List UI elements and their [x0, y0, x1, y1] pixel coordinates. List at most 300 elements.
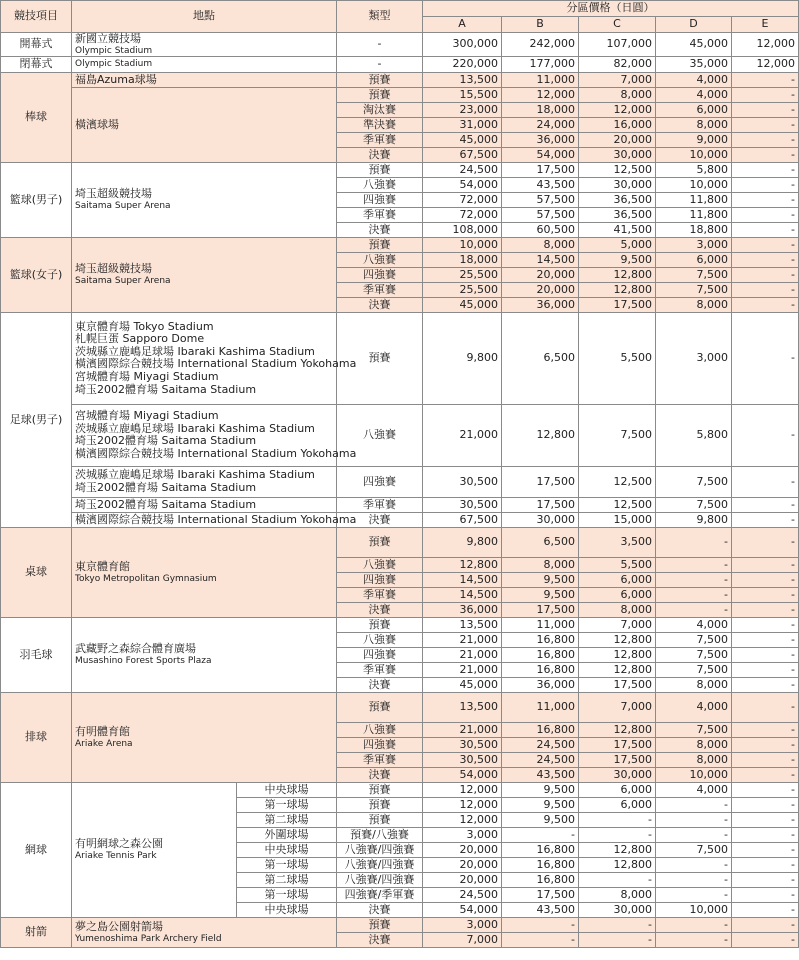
price-cell-b: 57,500 — [502, 207, 579, 222]
price-cell-c: 8,000 — [579, 87, 656, 102]
price-cell-a: 20,000 — [423, 857, 502, 872]
price-cell-b: 18,000 — [502, 102, 579, 117]
price-cell-c: 41,500 — [579, 222, 656, 237]
type-cell: 預賽 — [337, 692, 423, 722]
type-cell: 決賽 — [337, 932, 423, 947]
price-cell-a: 3,000 — [423, 917, 502, 932]
venue-name: 茨城縣立鹿嶋足球場 Ibaraki Kashima Stadium — [75, 421, 315, 435]
price-cell-d: - — [656, 887, 732, 902]
price-cell-d: 8,000 — [656, 677, 732, 692]
price-cell-d: 8,000 — [656, 117, 732, 132]
price-cell-b: 242,000 — [502, 33, 579, 57]
sport-cell: 棒球 — [1, 72, 72, 162]
venue-cell — [72, 617, 337, 692]
price-cell-a: 220,000 — [423, 56, 502, 72]
venue-name: 札幌巨蛋 Sapporo Dome — [75, 332, 205, 346]
venue-name: 茨城縣立鹿嶋足球場 Ibaraki Kashima Stadium — [75, 344, 315, 358]
venue-name: Ariake Arena — [75, 738, 133, 749]
sport-cell: 排球 — [1, 692, 72, 782]
price-cell-e: - — [732, 312, 799, 404]
price-cell-e: - — [732, 677, 799, 692]
price-cell-e: - — [732, 72, 799, 87]
price-cell-a: 23,000 — [423, 102, 502, 117]
price-cell-c: 6,000 — [579, 797, 656, 812]
price-cell-a: 67,500 — [423, 512, 502, 527]
price-cell-d: - — [656, 827, 732, 842]
type-cell: 預賽 — [337, 812, 423, 827]
price-cell-b: - — [502, 917, 579, 932]
price-cell-d: 11,800 — [656, 192, 732, 207]
price-cell-e: - — [732, 752, 799, 767]
venue-name: 埼玉2002體育場 Saitama Stadium — [75, 382, 257, 396]
price-cell-e: - — [732, 87, 799, 102]
type-cell: 季軍賽 — [337, 282, 423, 297]
price-cell-b: 16,800 — [502, 842, 579, 857]
venue-name: Olympic Stadium — [75, 45, 153, 56]
price-cell-c: 5,500 — [579, 312, 656, 404]
type-cell: 季軍賽 — [337, 587, 423, 602]
sport-cell: 網球 — [1, 782, 72, 917]
venue-name: Ariake Tennis Park — [75, 851, 157, 862]
price-cell-c: - — [579, 917, 656, 932]
price-cell-c: 30,000 — [579, 147, 656, 162]
price-cell-a: 54,000 — [423, 177, 502, 192]
price-cell-a: 21,000 — [423, 647, 502, 662]
price-cell-b: 9,500 — [502, 587, 579, 602]
type-cell: - — [337, 33, 423, 57]
venue-cell — [72, 466, 337, 497]
venue-cell — [72, 87, 337, 162]
price-cell-c: 12,800 — [579, 857, 656, 872]
type-cell: 季軍賽 — [337, 662, 423, 677]
price-cell-a: 30,500 — [423, 737, 502, 752]
venue-name: 埼玉超級競技場 — [75, 262, 152, 276]
price-cell-e: - — [732, 722, 799, 737]
type-cell: 決賽 — [337, 222, 423, 237]
price-cell-b: 9,500 — [502, 782, 579, 797]
price-cell-a: 31,000 — [423, 117, 502, 132]
table-row — [1, 917, 799, 932]
price-cell-b: 17,500 — [502, 497, 579, 512]
table-row — [1, 237, 799, 252]
venue-name: 宮城體育場 Miyagi Stadium — [75, 370, 219, 384]
price-cell-c: 30,000 — [579, 177, 656, 192]
type-cell: 八強賽/四強賽 — [337, 857, 423, 872]
price-cell-d: 4,000 — [656, 72, 732, 87]
venue-cell — [72, 692, 337, 782]
table-row — [1, 162, 799, 177]
venue-name: 橫濱國際綜合競技場 International Stadium Yokohama — [75, 447, 357, 461]
price-cell-b: 16,800 — [502, 662, 579, 677]
price-cell-b: 12,000 — [502, 87, 579, 102]
price-cell-c: 107,000 — [579, 33, 656, 57]
price-cell-c: 6,000 — [579, 572, 656, 587]
sport-cell: 籃球(女子) — [1, 237, 72, 312]
price-cell-b: 17,500 — [502, 466, 579, 497]
price-cell-d: - — [656, 917, 732, 932]
venue-cell — [72, 56, 337, 72]
type-cell: 四強賽 — [337, 192, 423, 207]
type-cell: 八強賽 — [337, 404, 423, 466]
price-cell-c: 12,800 — [579, 632, 656, 647]
price-cell-b: 36,000 — [502, 677, 579, 692]
price-cell-b: 43,500 — [502, 177, 579, 192]
price-cell-c: 36,500 — [579, 192, 656, 207]
price-cell-e: - — [732, 222, 799, 237]
price-cell-a: 13,500 — [423, 692, 502, 722]
table-row — [1, 512, 799, 527]
court-cell: 第一球場 — [237, 857, 337, 872]
price-cell-b: - — [502, 827, 579, 842]
venue-name: 東京體育場 Tokyo Stadium — [75, 319, 214, 333]
court-cell: 外圍球場 — [237, 827, 337, 842]
price-cell-d: 9,800 — [656, 512, 732, 527]
price-cell-d: 5,800 — [656, 404, 732, 466]
price-cell-a: 20,000 — [423, 842, 502, 857]
price-cell-a: 25,500 — [423, 267, 502, 282]
price-cell-b: 16,800 — [502, 632, 579, 647]
price-cell-c: - — [579, 872, 656, 887]
price-cell-c: 12,800 — [579, 282, 656, 297]
price-cell-c: 3,500 — [579, 527, 656, 557]
price-cell-c: 12,500 — [579, 466, 656, 497]
venue-name: 有明體育館 — [75, 724, 130, 738]
price-cell-e: - — [732, 267, 799, 282]
type-cell: 預賽 — [337, 237, 423, 252]
price-cell-b: 30,000 — [502, 512, 579, 527]
price-cell-a: 21,000 — [423, 632, 502, 647]
price-cell-e: - — [732, 207, 799, 222]
price-cell-b: 60,500 — [502, 222, 579, 237]
price-cell-e: - — [732, 872, 799, 887]
price-cell-a: 21,000 — [423, 404, 502, 466]
table-row — [1, 782, 799, 797]
price-cell-b: 16,800 — [502, 857, 579, 872]
price-cell-a: 12,000 — [423, 797, 502, 812]
price-cell-a: 12,000 — [423, 812, 502, 827]
type-cell: 預賽 — [337, 617, 423, 632]
price-cell-e: - — [732, 132, 799, 147]
type-cell: 淘汰賽 — [337, 102, 423, 117]
price-cell-d: - — [656, 872, 732, 887]
venue-name: 新國立競技場 — [75, 32, 141, 45]
price-cell-e: - — [732, 404, 799, 466]
price-cell-d: 4,000 — [656, 617, 732, 632]
type-cell: 季軍賽 — [337, 497, 423, 512]
price-cell-b: 12,800 — [502, 404, 579, 466]
price-cell-a: 30,500 — [423, 466, 502, 497]
price-cell-e: - — [732, 812, 799, 827]
type-cell: 決賽 — [337, 902, 423, 917]
type-cell: 預賽 — [337, 917, 423, 932]
price-cell-d: - — [656, 812, 732, 827]
price-cell-b: 54,000 — [502, 147, 579, 162]
venue-name: 埼玉2002體育場 Saitama Stadium — [75, 434, 257, 448]
table-row — [1, 692, 799, 722]
sport-cell: 足球(男子) — [1, 312, 72, 527]
price-cell-a: 45,000 — [423, 297, 502, 312]
price-cell-e: - — [732, 117, 799, 132]
type-cell: 預賽 — [337, 87, 423, 102]
venue-cell — [72, 162, 337, 237]
price-cell-b: 17,500 — [502, 602, 579, 617]
type-cell: 預賽/八強賽 — [337, 827, 423, 842]
price-cell-e: - — [732, 782, 799, 797]
header-venue: 地點 — [72, 1, 337, 33]
type-cell: 季軍賽 — [337, 207, 423, 222]
price-cell-c: 7,000 — [579, 692, 656, 722]
price-cell-b: 9,500 — [502, 572, 579, 587]
venue-cell — [72, 404, 357, 466]
price-cell-a: 36,000 — [423, 602, 502, 617]
price-cell-e: - — [732, 692, 799, 722]
price-cell-c: 8,000 — [579, 887, 656, 902]
venue-cell — [72, 512, 357, 527]
price-cell-d: - — [656, 932, 732, 947]
price-cell-c: 12,500 — [579, 497, 656, 512]
price-cell-e: 12,000 — [732, 56, 799, 72]
price-cell-e: 12,000 — [732, 33, 799, 57]
price-cell-b: 20,000 — [502, 282, 579, 297]
price-cell-e: - — [732, 767, 799, 782]
price-cell-c: 30,000 — [579, 902, 656, 917]
table-row — [1, 87, 799, 102]
type-cell: 四強賽 — [337, 572, 423, 587]
venue-cell — [72, 72, 337, 87]
price-cell-d: - — [656, 797, 732, 812]
type-cell: 八強賽 — [337, 632, 423, 647]
price-cell-a: 20,000 — [423, 872, 502, 887]
venue-cell — [72, 527, 337, 617]
price-cell-e: - — [732, 237, 799, 252]
price-cell-c: - — [579, 932, 656, 947]
price-cell-a: 30,500 — [423, 752, 502, 767]
price-cell-d: - — [656, 587, 732, 602]
type-cell: 決賽 — [337, 297, 423, 312]
type-cell: 八強賽 — [337, 557, 423, 572]
price-cell-a: 14,500 — [423, 572, 502, 587]
price-cell-c: 17,500 — [579, 297, 656, 312]
price-cell-a: 12,800 — [423, 557, 502, 572]
price-cell-b: - — [502, 932, 579, 947]
price-cell-e: - — [732, 842, 799, 857]
price-cell-a: 72,000 — [423, 192, 502, 207]
court-cell: 第二球場 — [237, 812, 337, 827]
price-cell-b: 14,500 — [502, 252, 579, 267]
price-cell-a: 108,000 — [423, 222, 502, 237]
table-header — [1, 1, 799, 33]
price-cell-c: 6,000 — [579, 587, 656, 602]
price-cell-d: 10,000 — [656, 147, 732, 162]
price-cell-d: 9,000 — [656, 132, 732, 147]
price-cell-e: - — [732, 632, 799, 647]
table-row — [1, 72, 799, 87]
price-cell-c: 20,000 — [579, 132, 656, 147]
court-cell: 第二球場 — [237, 872, 337, 887]
price-cell-b: 9,500 — [502, 812, 579, 827]
venue-name: Musashino Forest Sports Plaza — [75, 656, 212, 667]
price-cell-c: 9,500 — [579, 252, 656, 267]
price-cell-c: 7,000 — [579, 72, 656, 87]
price-cell-d: - — [656, 602, 732, 617]
price-cell-d: 10,000 — [656, 767, 732, 782]
price-cell-a: 10,000 — [423, 237, 502, 252]
price-cell-b: 36,000 — [502, 132, 579, 147]
type-cell: 八強賽 — [337, 722, 423, 737]
price-cell-a: 7,000 — [423, 932, 502, 947]
price-cell-a: 21,000 — [423, 662, 502, 677]
venue-cell — [72, 312, 357, 404]
price-cell-a: 72,000 — [423, 207, 502, 222]
price-cell-b: 24,500 — [502, 752, 579, 767]
court-cell: 第一球場 — [237, 887, 337, 902]
price-cell-e: - — [732, 887, 799, 902]
price-cell-a: 15,500 — [423, 87, 502, 102]
price-cell-b: 17,500 — [502, 887, 579, 902]
sport-cell: 羽毛球 — [1, 617, 72, 692]
venue-cell — [72, 33, 337, 57]
sport-cell: 桌球 — [1, 527, 72, 617]
header-col-b: B — [502, 17, 579, 33]
type-cell: 四強賽 — [337, 267, 423, 282]
venue-cell — [72, 917, 337, 947]
venue-cell — [72, 497, 337, 512]
type-cell: 決賽 — [337, 147, 423, 162]
price-cell-e: - — [732, 602, 799, 617]
price-cell-e: - — [732, 737, 799, 752]
venue-name: 埼玉2002體育場 Saitama Stadium — [75, 497, 257, 511]
price-cell-c: 7,000 — [579, 617, 656, 632]
price-cell-b: 16,800 — [502, 647, 579, 662]
price-cell-a: 54,000 — [423, 902, 502, 917]
price-cell-c: 17,500 — [579, 737, 656, 752]
price-cell-c: 16,000 — [579, 117, 656, 132]
price-cell-d: 7,500 — [656, 662, 732, 677]
price-cell-d: 6,000 — [656, 252, 732, 267]
price-cell-c: 7,500 — [579, 404, 656, 466]
price-cell-e: - — [732, 647, 799, 662]
table-row — [1, 527, 799, 557]
price-cell-b: 20,000 — [502, 267, 579, 282]
price-cell-e: - — [732, 192, 799, 207]
price-cell-e: - — [732, 527, 799, 557]
price-cell-a: 9,800 — [423, 312, 502, 404]
price-cell-d: 7,500 — [656, 632, 732, 647]
price-cell-c: 5,000 — [579, 237, 656, 252]
price-cell-b: 11,000 — [502, 692, 579, 722]
price-cell-d: 11,800 — [656, 207, 732, 222]
venue-name: Saitama Super Arena — [75, 276, 171, 287]
price-cell-b: 6,500 — [502, 312, 579, 404]
price-cell-c: 8,000 — [579, 602, 656, 617]
price-cell-d: 7,500 — [656, 842, 732, 857]
court-cell: 第一球場 — [237, 797, 337, 812]
venue-name: 茨城縣立鹿嶋足球場 Ibaraki Kashima Stadium — [75, 468, 315, 482]
venue-name: Olympic Stadium — [75, 59, 153, 70]
price-cell-a: 3,000 — [423, 827, 502, 842]
price-cell-e: - — [732, 497, 799, 512]
price-cell-d: 7,500 — [656, 497, 732, 512]
sport-cell: 籃球(男子) — [1, 162, 72, 237]
venue-name: 武藏野之森綜合體育廣場 — [75, 642, 196, 656]
price-cell-d: 7,500 — [656, 722, 732, 737]
price-cell-c: 6,000 — [579, 782, 656, 797]
venue-name: 橫濱球場 — [75, 117, 119, 131]
price-cell-e: - — [732, 797, 799, 812]
price-cell-d: 7,500 — [656, 282, 732, 297]
price-cell-d: 7,500 — [656, 466, 732, 497]
type-cell: 八強賽 — [337, 252, 423, 267]
price-cell-e: - — [732, 297, 799, 312]
type-cell: 四強賽 — [337, 466, 423, 497]
price-cell-c: 12,500 — [579, 162, 656, 177]
type-cell: 決賽 — [337, 677, 423, 692]
price-cell-b: 43,500 — [502, 902, 579, 917]
price-cell-a: 18,000 — [423, 252, 502, 267]
price-cell-c: 30,000 — [579, 767, 656, 782]
sport-cell: 開幕式 — [1, 33, 72, 57]
price-cell-c: 12,800 — [579, 722, 656, 737]
court-cell: 中央球場 — [237, 902, 337, 917]
header-col-e: E — [732, 17, 799, 33]
price-cell-d: 4,000 — [656, 782, 732, 797]
price-cell-c: 17,500 — [579, 752, 656, 767]
price-cell-e: - — [732, 162, 799, 177]
header-col-a: A — [423, 17, 502, 33]
price-cell-b: 57,500 — [502, 192, 579, 207]
price-cell-b: 43,500 — [502, 767, 579, 782]
price-cell-e: - — [732, 252, 799, 267]
type-cell: 決賽 — [337, 512, 423, 527]
type-cell: 八強賽/四強賽 — [337, 842, 423, 857]
venue-name: Saitama Super Arena — [75, 201, 171, 212]
price-cell-e: - — [732, 102, 799, 117]
price-cell-e: - — [732, 587, 799, 602]
type-cell: 決賽 — [337, 602, 423, 617]
price-cell-a: 300,000 — [423, 33, 502, 57]
price-cell-d: 3,000 — [656, 237, 732, 252]
price-cell-e: - — [732, 512, 799, 527]
price-cell-a: 45,000 — [423, 677, 502, 692]
price-cell-d: 4,000 — [656, 87, 732, 102]
price-cell-e: - — [732, 662, 799, 677]
type-cell: 預賽 — [337, 797, 423, 812]
type-cell: 預賽 — [337, 782, 423, 797]
price-cell-c: 12,000 — [579, 102, 656, 117]
price-cell-a: 24,500 — [423, 162, 502, 177]
price-cell-c: 17,500 — [579, 677, 656, 692]
price-cell-b: 8,000 — [502, 557, 579, 572]
venue-cell — [72, 237, 337, 312]
price-cell-e: - — [732, 932, 799, 947]
price-cell-d: 10,000 — [656, 902, 732, 917]
venue-name: 夢之島公園射箭場 — [75, 919, 163, 933]
price-cell-e: - — [732, 902, 799, 917]
venue-name: 橫濱國際綜合競技場 International Stadium Yokohama — [75, 512, 357, 526]
price-cell-a: 24,500 — [423, 887, 502, 902]
price-cell-c: - — [579, 812, 656, 827]
price-cell-b: 9,500 — [502, 797, 579, 812]
price-cell-c: 12,800 — [579, 647, 656, 662]
venue-name: 埼玉2002體育場 Saitama Stadium — [75, 480, 257, 494]
price-cell-e: - — [732, 827, 799, 842]
table-row — [1, 33, 799, 57]
price-cell-b: 11,000 — [502, 617, 579, 632]
sport-cell: 閉幕式 — [1, 56, 72, 72]
price-cell-e: - — [732, 557, 799, 572]
table-row — [1, 497, 799, 512]
type-cell: 四強賽/季軍賽 — [337, 887, 423, 902]
